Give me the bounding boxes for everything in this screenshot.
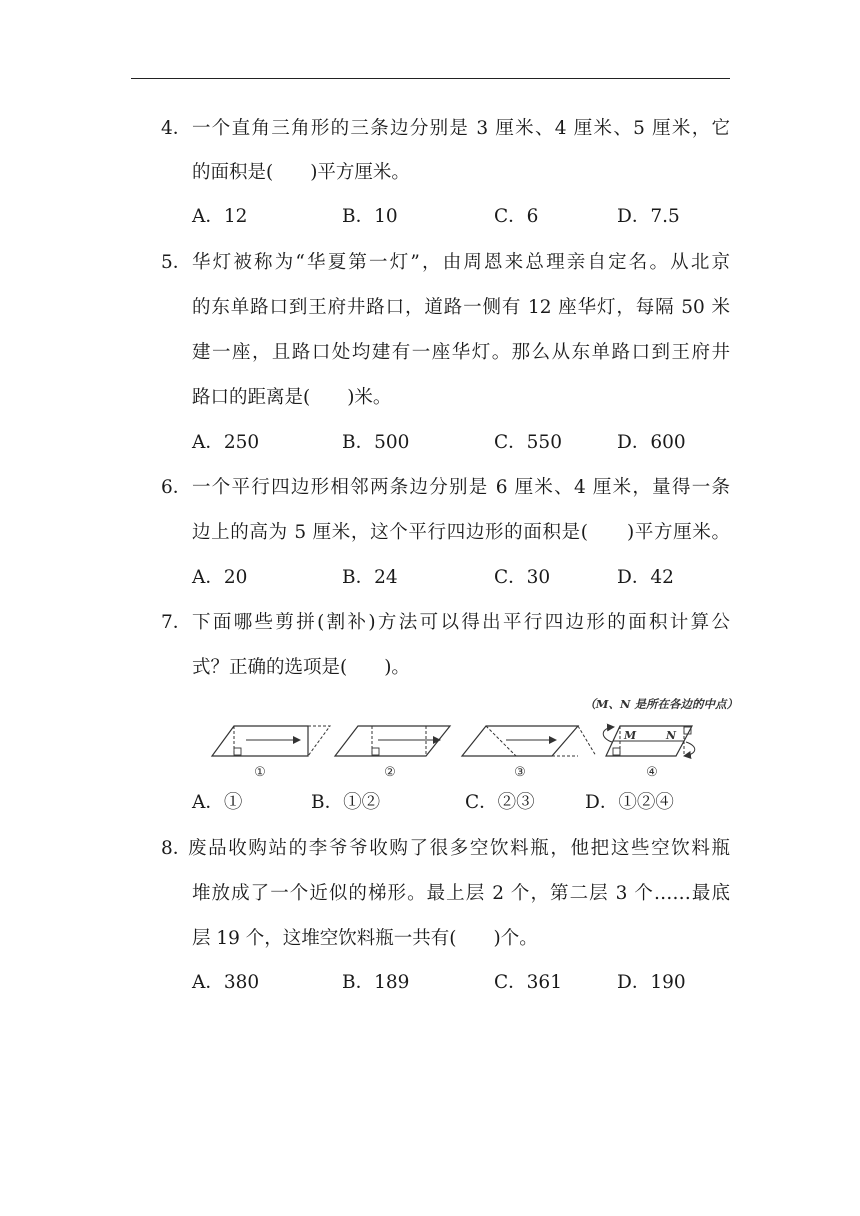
point-m-label: M xyxy=(624,729,637,742)
question-5-option-d[interactable]: D．600 xyxy=(617,432,686,453)
figure-note: （M、N 是所在各边的中点） xyxy=(584,697,738,711)
question-5-option-c[interactable]: C．550 xyxy=(494,432,562,453)
question-4-line-1: 一个直角三角形的三条边分别是 3 厘米、4 厘米、5 厘米，它 xyxy=(192,118,730,139)
question-4-option-d[interactable]: D．7.5 xyxy=(617,206,680,227)
cut-and-paste-figure xyxy=(200,690,740,782)
figure-1 xyxy=(212,726,330,780)
question-7-option-d[interactable]: D．①②④ xyxy=(585,792,674,813)
question-8-line-2: 堆放成了一个近似的梯形。最上层 2 个，第二层 3 个……最底 xyxy=(192,883,730,904)
question-5-line-3: 建一座，且路口处均建有一座华灯。那么从东单路口到王府井 xyxy=(192,342,730,363)
question-5-line-1: 华灯被称为“华夏第一灯”，由周恩来总理亲自定名。从北京 xyxy=(192,252,730,273)
question-4-line-2: 的面积是( )平方厘米。 xyxy=(192,162,410,183)
figure-label-3: ③ xyxy=(514,765,526,780)
point-n-label: N xyxy=(666,729,677,742)
question-5-option-b[interactable]: B．500 xyxy=(342,432,410,453)
question-4-option-a[interactable]: A．12 xyxy=(192,206,248,227)
question-8-line-3: 层 19 个，这堆空饮料瓶一共有( )个。 xyxy=(192,928,538,949)
question-7-option-c[interactable]: C．②③ xyxy=(465,792,535,813)
question-6-option-c[interactable]: C．30 xyxy=(494,567,551,588)
question-6-line-2: 边上的高为 5 厘米，这个平行四边形的面积是( )平方厘米。 xyxy=(192,522,730,543)
question-8-number: 8． xyxy=(161,838,192,859)
question-8-option-d[interactable]: D．190 xyxy=(617,972,686,993)
figure-label-2: ② xyxy=(384,765,396,780)
question-5-option-a[interactable]: A．250 xyxy=(192,432,260,453)
figure-2 xyxy=(335,726,450,780)
question-4-option-c[interactable]: C．6 xyxy=(494,206,539,227)
question-7-option-b[interactable]: B．①② xyxy=(311,792,381,813)
figure-label-1: ① xyxy=(254,765,266,780)
question-6-option-b[interactable]: B．24 xyxy=(342,567,398,588)
question-7-line-1: 下面哪些剪拼(割补)方法可以得出平行四边形的面积计算公 xyxy=(192,612,730,633)
question-8-option-c[interactable]: C．361 xyxy=(494,972,562,993)
question-7-number: 7． xyxy=(161,612,192,633)
question-7-option-a[interactable]: A．① xyxy=(192,792,243,813)
header-rule xyxy=(131,78,730,79)
figure-4 xyxy=(603,726,695,780)
question-6-line-1: 一个平行四边形相邻两条边分别是 6 厘米、4 厘米，量得一条 xyxy=(192,477,730,498)
question-4-number: 4． xyxy=(161,118,192,139)
question-6-option-a[interactable]: A．20 xyxy=(192,567,248,588)
question-8-option-a[interactable]: A．380 xyxy=(192,972,260,993)
question-8-option-b[interactable]: B．189 xyxy=(342,972,410,993)
figure-label-4: ④ xyxy=(646,765,658,780)
question-5-line-4: 路口的距离是( )米。 xyxy=(192,387,392,408)
question-6-option-d[interactable]: D．42 xyxy=(617,567,674,588)
question-8-line-1: 废品收购站的李爷爷收购了很多空饮料瓶，他把这些空饮料瓶 xyxy=(188,838,730,859)
figure-3 xyxy=(462,726,596,780)
question-4-option-b[interactable]: B．10 xyxy=(342,206,398,227)
question-5-line-2: 的东单路口到王府井路口，道路一侧有 12 座华灯，每隔 50 米 xyxy=(192,297,730,318)
question-6-number: 6． xyxy=(161,477,192,498)
question-5-number: 5． xyxy=(161,252,192,273)
question-7-line-2: 式？正确的选项是( )。 xyxy=(192,657,410,678)
